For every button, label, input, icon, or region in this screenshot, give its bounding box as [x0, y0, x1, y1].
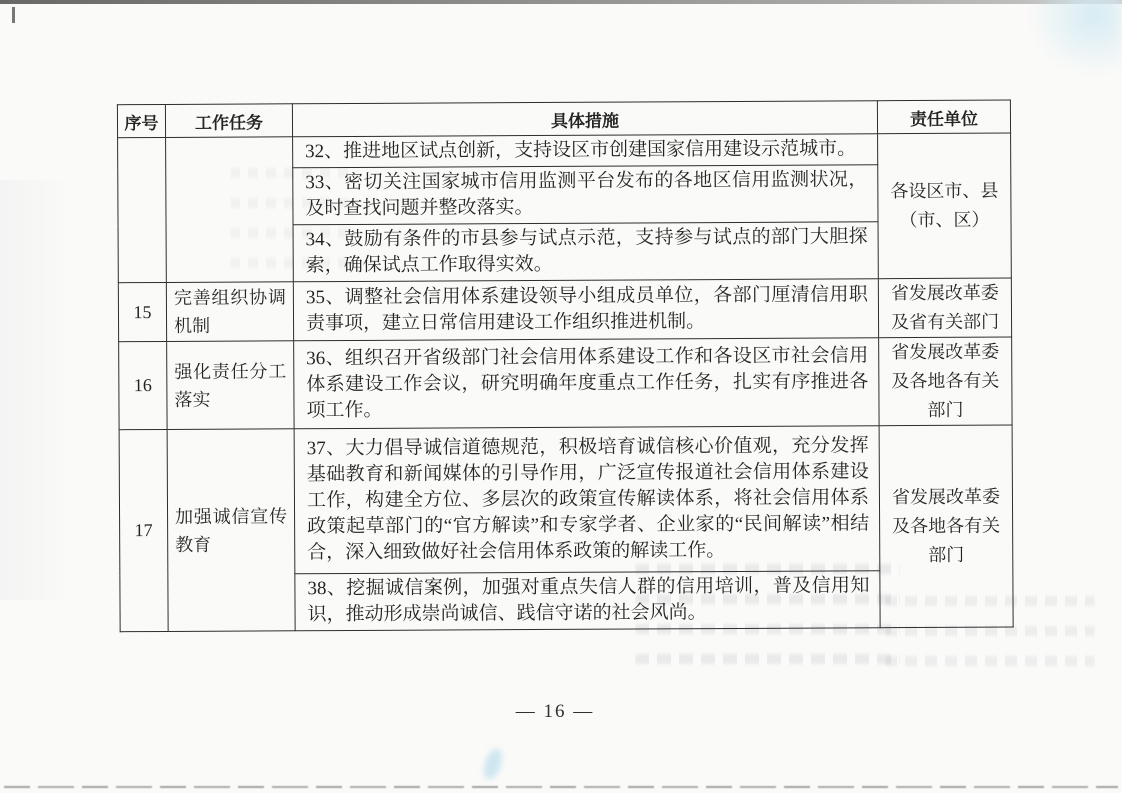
seq-cell-15: 15: [118, 282, 166, 341]
column-header-measure: 具体措施: [292, 101, 877, 137]
measure-cell-38: 38、挖掘诚信案例，加强对重点失信人群的信用培训，普及信用知识，推动形成崇尚诚信、践信守诺的社会风尚。: [295, 571, 880, 631]
table-row-measure-32: [118, 133, 1011, 169]
measure-cell-37: 37、大力倡导诚信道德规范，积极培育诚信核心价值观，充分发挥基础教育和新闻媒体的引导作用，广泛宣传报道社会信用体系建设工作，构建全方位、多层次的政策宣传解读体系，将社会信用体系政策起草部门的“官方解读”和专家学者、企业家的“民间解读”相结合，深入细致做好社会信用体系政策的解读工作。: [294, 426, 880, 574]
responsibility-cell-districts: 各设区市、县 （市、区）: [878, 133, 1012, 279]
responsibility-cell-15: 省发展改革委 及省有关部门: [878, 278, 1011, 338]
table-header-row: [117, 100, 1010, 138]
task-cell-15: 完善组织协调机制: [166, 282, 293, 342]
seq-cell-empty: [118, 137, 167, 282]
measure-cell-35: 35、调整社会信用体系建设领导小组成员单位，各部门厘清信用职责事项，建立日常信用建设工作组织推进机制。: [293, 279, 878, 341]
scan-edge-artifact-top: [0, 0, 1122, 4]
responsibility-cell-17: 省发展改革委 及各地各有关 部门: [879, 425, 1013, 628]
seq-cell-16: 16: [119, 341, 167, 429]
measure-cell-33: 33、密切关注国家城市信用监测平台发布的各地区信用监测状况，及时查找问题并整改落实。: [293, 165, 878, 225]
task-cell-empty: [166, 137, 294, 283]
measure-cell-32: 32、推进地区试点创新，支持设区市创建国家信用建设示范城市。: [293, 134, 878, 168]
responsibility-cell-16: 省发展改革委 及各地各有关 部门: [879, 337, 1012, 426]
column-header-no: 序号: [117, 104, 165, 137]
measure-cell-34: 34、鼓励有条件的市县参与试点示范，支持参与试点的部门大胆探索，确保试点工作取得实效。: [293, 222, 878, 282]
scan-smudge-left: [0, 180, 70, 600]
scan-edge-artifact-bottom: [4, 786, 1118, 788]
column-header-task: 工作任务: [165, 104, 292, 138]
scan-smudge-bottom: [480, 746, 505, 781]
scan-edge-artifact-left: [12, 7, 15, 23]
seq-cell-17: 17: [119, 429, 168, 631]
table-row-16: [119, 337, 1012, 430]
column-header-responsibility: 责任单位: [877, 100, 1010, 134]
measure-cell-36: 36、组织召开省级部门社会信用体系建设工作和各设区市社会信用体系建设工作会议，研究明确年度重点工作任务，扎实有序推进各项工作。: [294, 338, 879, 429]
task-cell-17: 加强诚信宣传教育: [167, 429, 295, 632]
table-row-17-measure-37: [119, 425, 1013, 575]
page-number: — 16 —: [515, 701, 595, 722]
work-plan-table: [117, 100, 1014, 633]
table-row-15: [118, 278, 1011, 342]
scan-smudge-top-right: [1028, 0, 1122, 76]
task-cell-16: 强化责任分工落实: [167, 341, 294, 430]
